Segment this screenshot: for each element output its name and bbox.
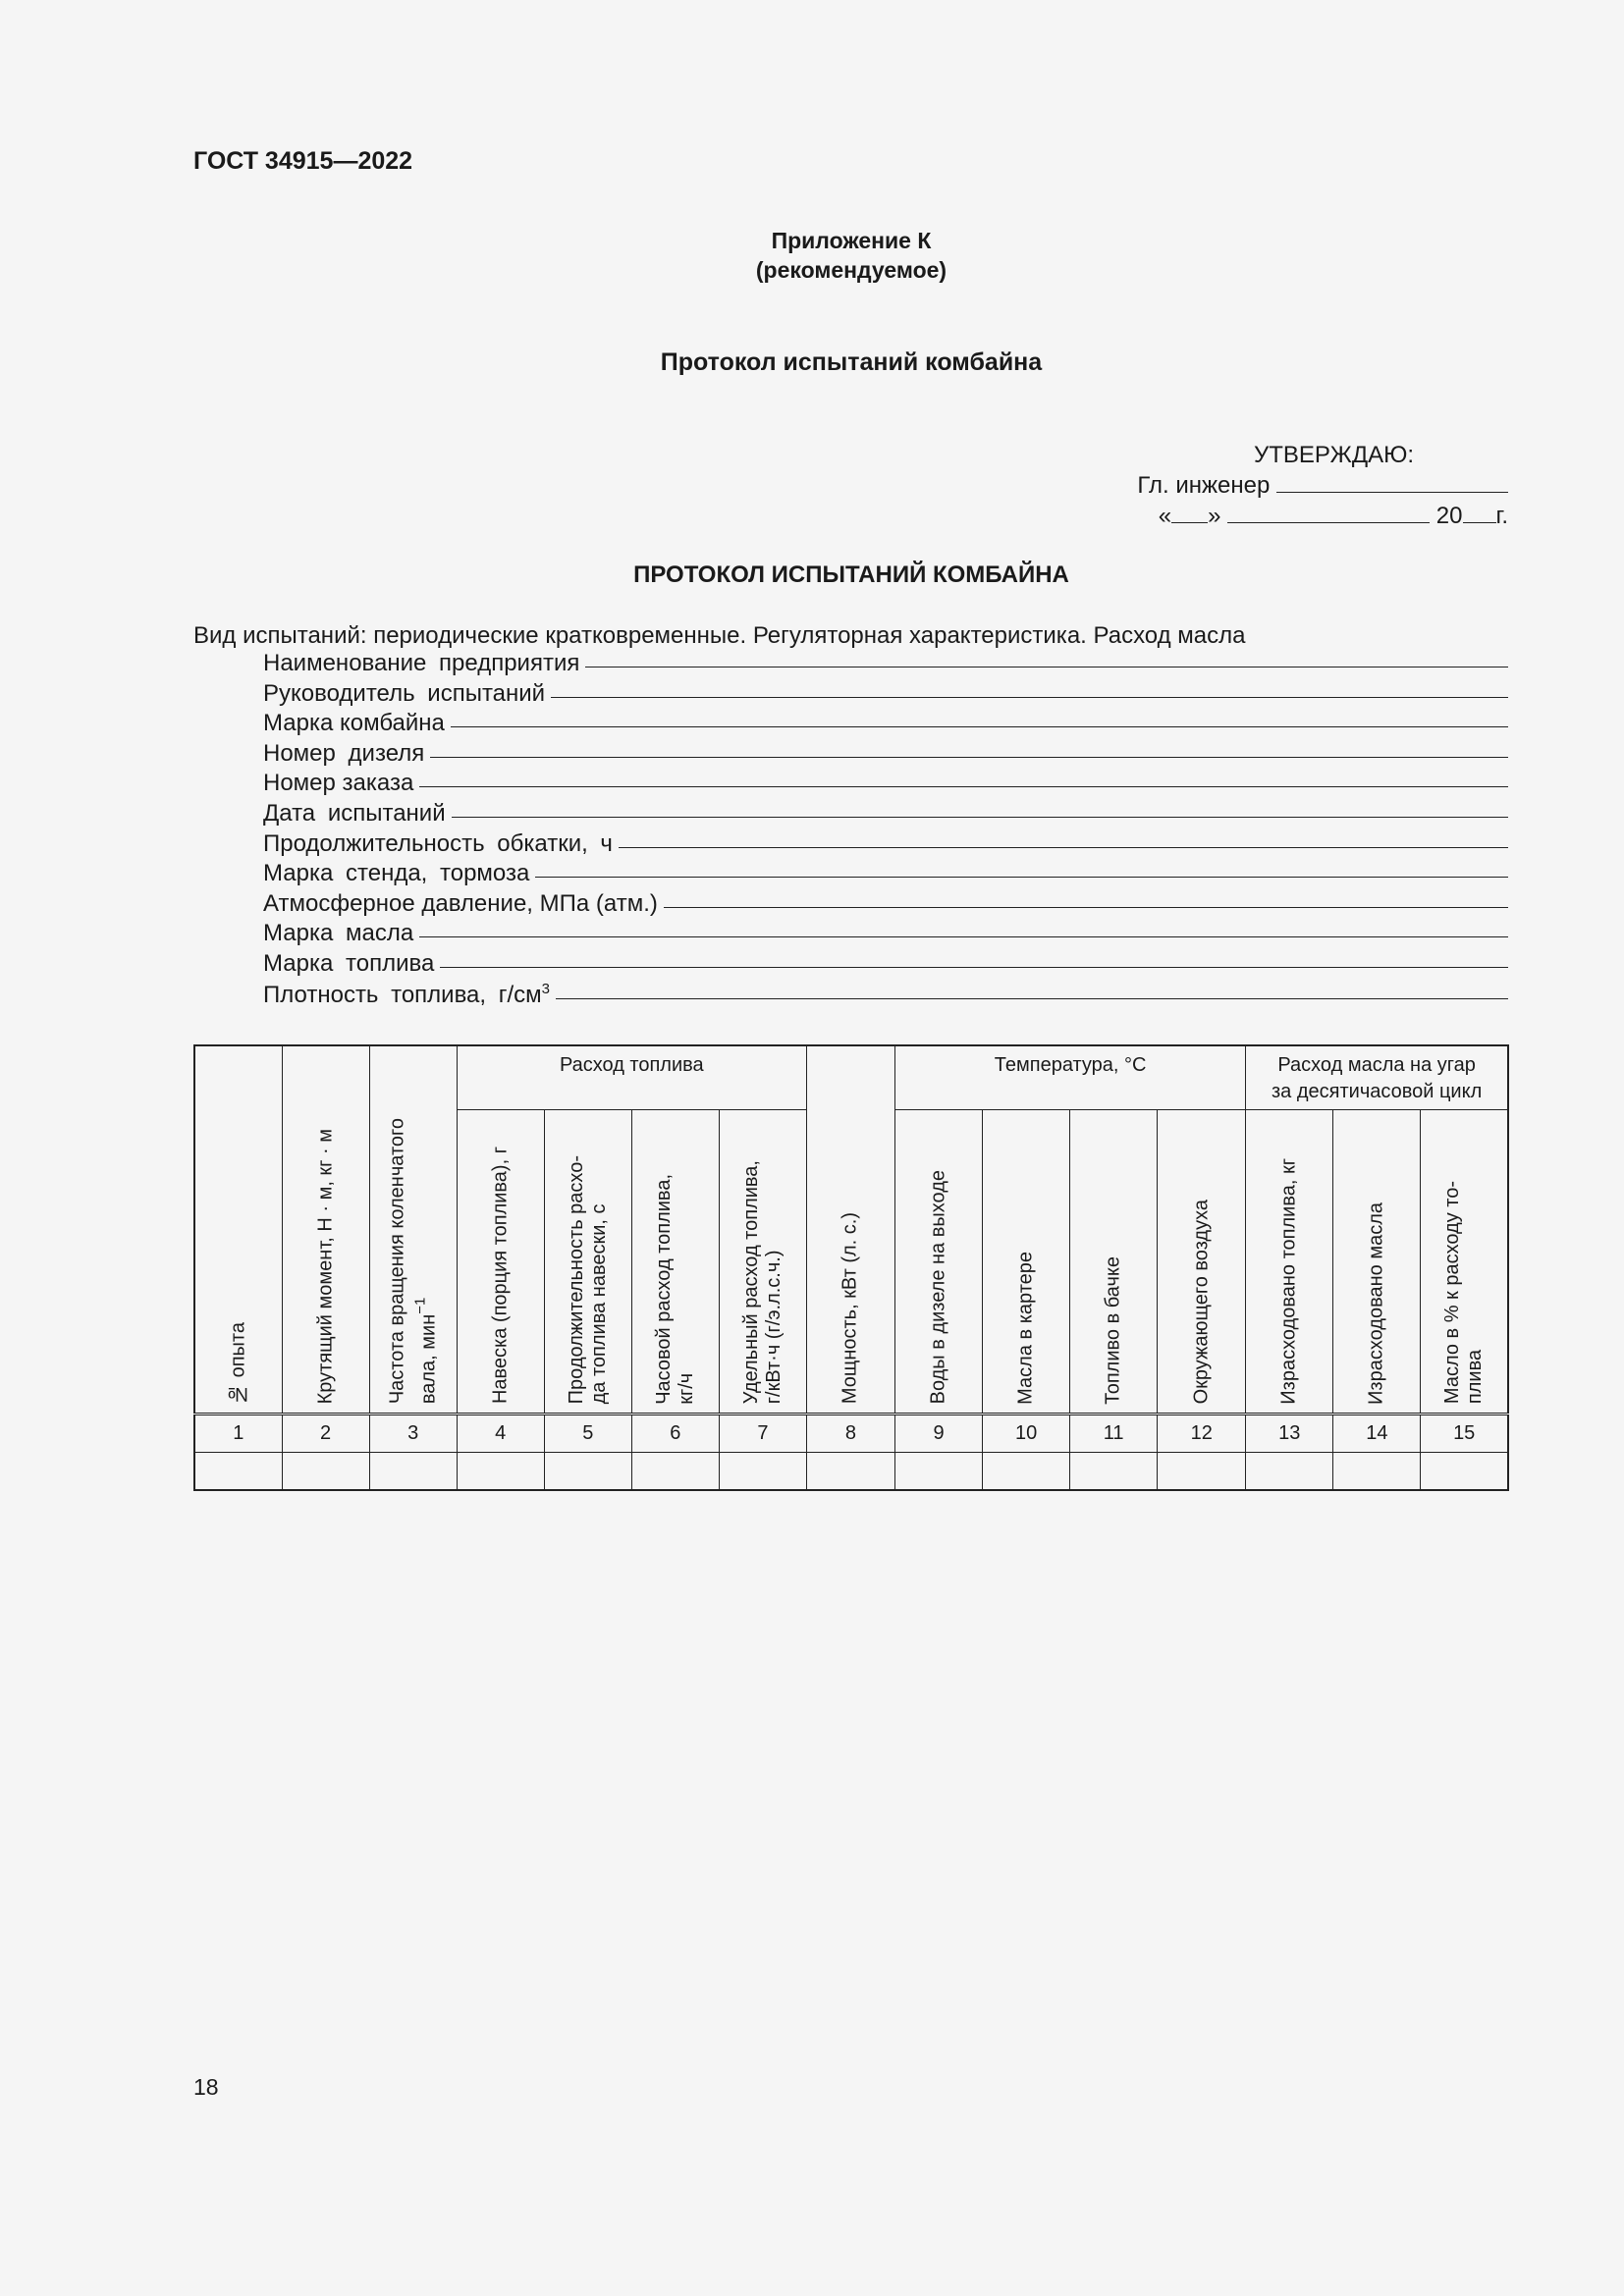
col-header-10: Масла в картере (983, 1109, 1070, 1414)
col-number: 9 (895, 1414, 983, 1452)
table-cell (544, 1452, 631, 1490)
col-header-12: Окружающего воздуха (1158, 1109, 1246, 1414)
col-number: 10 (983, 1414, 1070, 1452)
quote-open: « (1158, 503, 1172, 529)
fill-line (419, 936, 1508, 937)
col-header-4: Навеска (порция топлива), г (457, 1109, 544, 1414)
field-oil-brand: Марка масла (263, 920, 1508, 950)
group-header-row (194, 1045, 1508, 1109)
col-number: 5 (544, 1414, 631, 1452)
col-header-7: Удельный расход топлива, г/кВт·ч (г/э.л.с.ч.) (719, 1109, 806, 1414)
fill-line (430, 757, 1508, 758)
col-header-6: Часовой расход топлива, кг/ч (631, 1109, 719, 1414)
appendix-subtitle: (рекомендуемое) (755, 257, 947, 283)
fill-line (535, 877, 1508, 878)
group-temperature: Температура, °С (895, 1045, 1246, 1109)
approval-block (1137, 440, 1508, 531)
table-cell (719, 1452, 806, 1490)
col-header-2: Крутящий момент, Н · м, кг · м (282, 1045, 369, 1414)
col-number: 14 (1333, 1414, 1421, 1452)
density-superscript: 3 (541, 980, 551, 997)
appendix-title: Приложение К (771, 228, 932, 253)
col-number: 12 (1158, 1414, 1246, 1452)
fill-line (451, 726, 1508, 727)
col-header-5: Продолжительность расхо- да топлива навески, с (544, 1109, 631, 1414)
approve-label: УТВЕРЖДАЮ: (1254, 442, 1414, 468)
table-cell (983, 1452, 1070, 1490)
fill-line (452, 817, 1508, 818)
fill-line (556, 998, 1508, 999)
table-cell (1421, 1452, 1508, 1490)
fill-line (619, 847, 1508, 848)
table-cell (194, 1452, 282, 1490)
table-cell (631, 1452, 719, 1490)
quote-close: » (1208, 503, 1221, 529)
month-blank (1227, 503, 1430, 523)
table-cell (895, 1452, 983, 1490)
signature-blank (1276, 472, 1508, 493)
fill-line (551, 697, 1508, 698)
table-cell (457, 1452, 544, 1490)
col-number: 2 (282, 1414, 369, 1452)
year-suffix: г. (1495, 503, 1508, 529)
field-fuel-density: Плотность топлива, $г/см^3$ (263, 981, 1508, 1011)
field-stand-brand: Марка стенда, тормоза (263, 860, 1508, 890)
protocol-fields (263, 650, 1508, 1010)
table-cell (1333, 1452, 1421, 1490)
col-header-15: Масло в % к расходу то- плива (1421, 1109, 1508, 1414)
approval-date-line (1137, 501, 1508, 531)
page-number: 18 (193, 2074, 219, 2100)
group-fuel-consumption: Расход топлива (457, 1045, 806, 1109)
table-cell (369, 1452, 457, 1490)
chief-engineer-label: Гл. инженер (1137, 472, 1271, 499)
fill-line (664, 907, 1508, 908)
col-number: 1 (194, 1414, 282, 1452)
col-number: 11 (1070, 1414, 1158, 1452)
col-number: 7 (719, 1414, 806, 1452)
year-blank (1463, 503, 1496, 523)
table-cell (1246, 1452, 1333, 1490)
field-diesel-number: Номер дизеля (263, 740, 1508, 771)
field-combine-brand: Марка комбайна (263, 710, 1508, 740)
field-enterprise: Наименование предприятия (263, 650, 1508, 680)
year-prefix: 20 (1435, 503, 1463, 529)
chief-engineer-line (1137, 470, 1508, 501)
section-title: Протокол испытаний комбайна (660, 348, 1043, 376)
test-results-table (193, 1044, 1509, 1491)
field-order-number: Номер заказа (263, 770, 1508, 800)
appendix-heading (0, 226, 1624, 285)
table-cell (282, 1452, 369, 1490)
table-cell (806, 1452, 894, 1490)
field-test-date: Дата испытаний (263, 800, 1508, 830)
protocol-title: ПРОТОКОЛ ИСПЫТАНИЙ КОМБАЙНА (633, 561, 1069, 588)
col-number: 3 (369, 1414, 457, 1452)
col-number: 4 (457, 1414, 544, 1452)
field-fuel-brand: Марка топлива (263, 950, 1508, 981)
group-oil-consumption: Расход масла на угар за десятичасовой цикл (1246, 1045, 1508, 1109)
col-header-9: Воды в дизеле на выходе (895, 1109, 983, 1414)
col-number: 13 (1246, 1414, 1333, 1452)
fill-line (419, 786, 1508, 787)
col-header-1: № опыта (194, 1045, 282, 1414)
col-header-3: Частота вращения коленчатого вала, мин$^{-1}$ (369, 1045, 457, 1414)
test-kind: Вид испытаний: периодические кратковременные. Регуляторная характеристика. Расход масла (193, 622, 1246, 649)
day-blank (1171, 503, 1208, 523)
col-header-13: Израсходовано топлива, кг (1246, 1109, 1333, 1414)
field-run-in-duration: Продолжительность обкатки, ч (263, 830, 1508, 861)
table-cell (1070, 1452, 1158, 1490)
table-cell (1158, 1452, 1246, 1490)
document-code: ГОСТ 34915—2022 (193, 147, 413, 175)
col-number: 15 (1421, 1414, 1508, 1452)
col-number: 6 (631, 1414, 719, 1452)
field-atm-pressure: Атмосферное давление, МПа (атм.) (263, 890, 1508, 921)
col-header-8: Мощность, кВт (л. с.) (806, 1045, 894, 1414)
col-header-11: Топливо в бачке (1070, 1109, 1158, 1414)
col-number: 8 (806, 1414, 894, 1452)
fill-line (440, 967, 1508, 968)
column-number-row (194, 1414, 1508, 1452)
col-header-14: Израсходовано масла (1333, 1109, 1421, 1414)
field-test-leader: Руководитель испытаний (263, 680, 1508, 711)
table-row (194, 1452, 1508, 1490)
